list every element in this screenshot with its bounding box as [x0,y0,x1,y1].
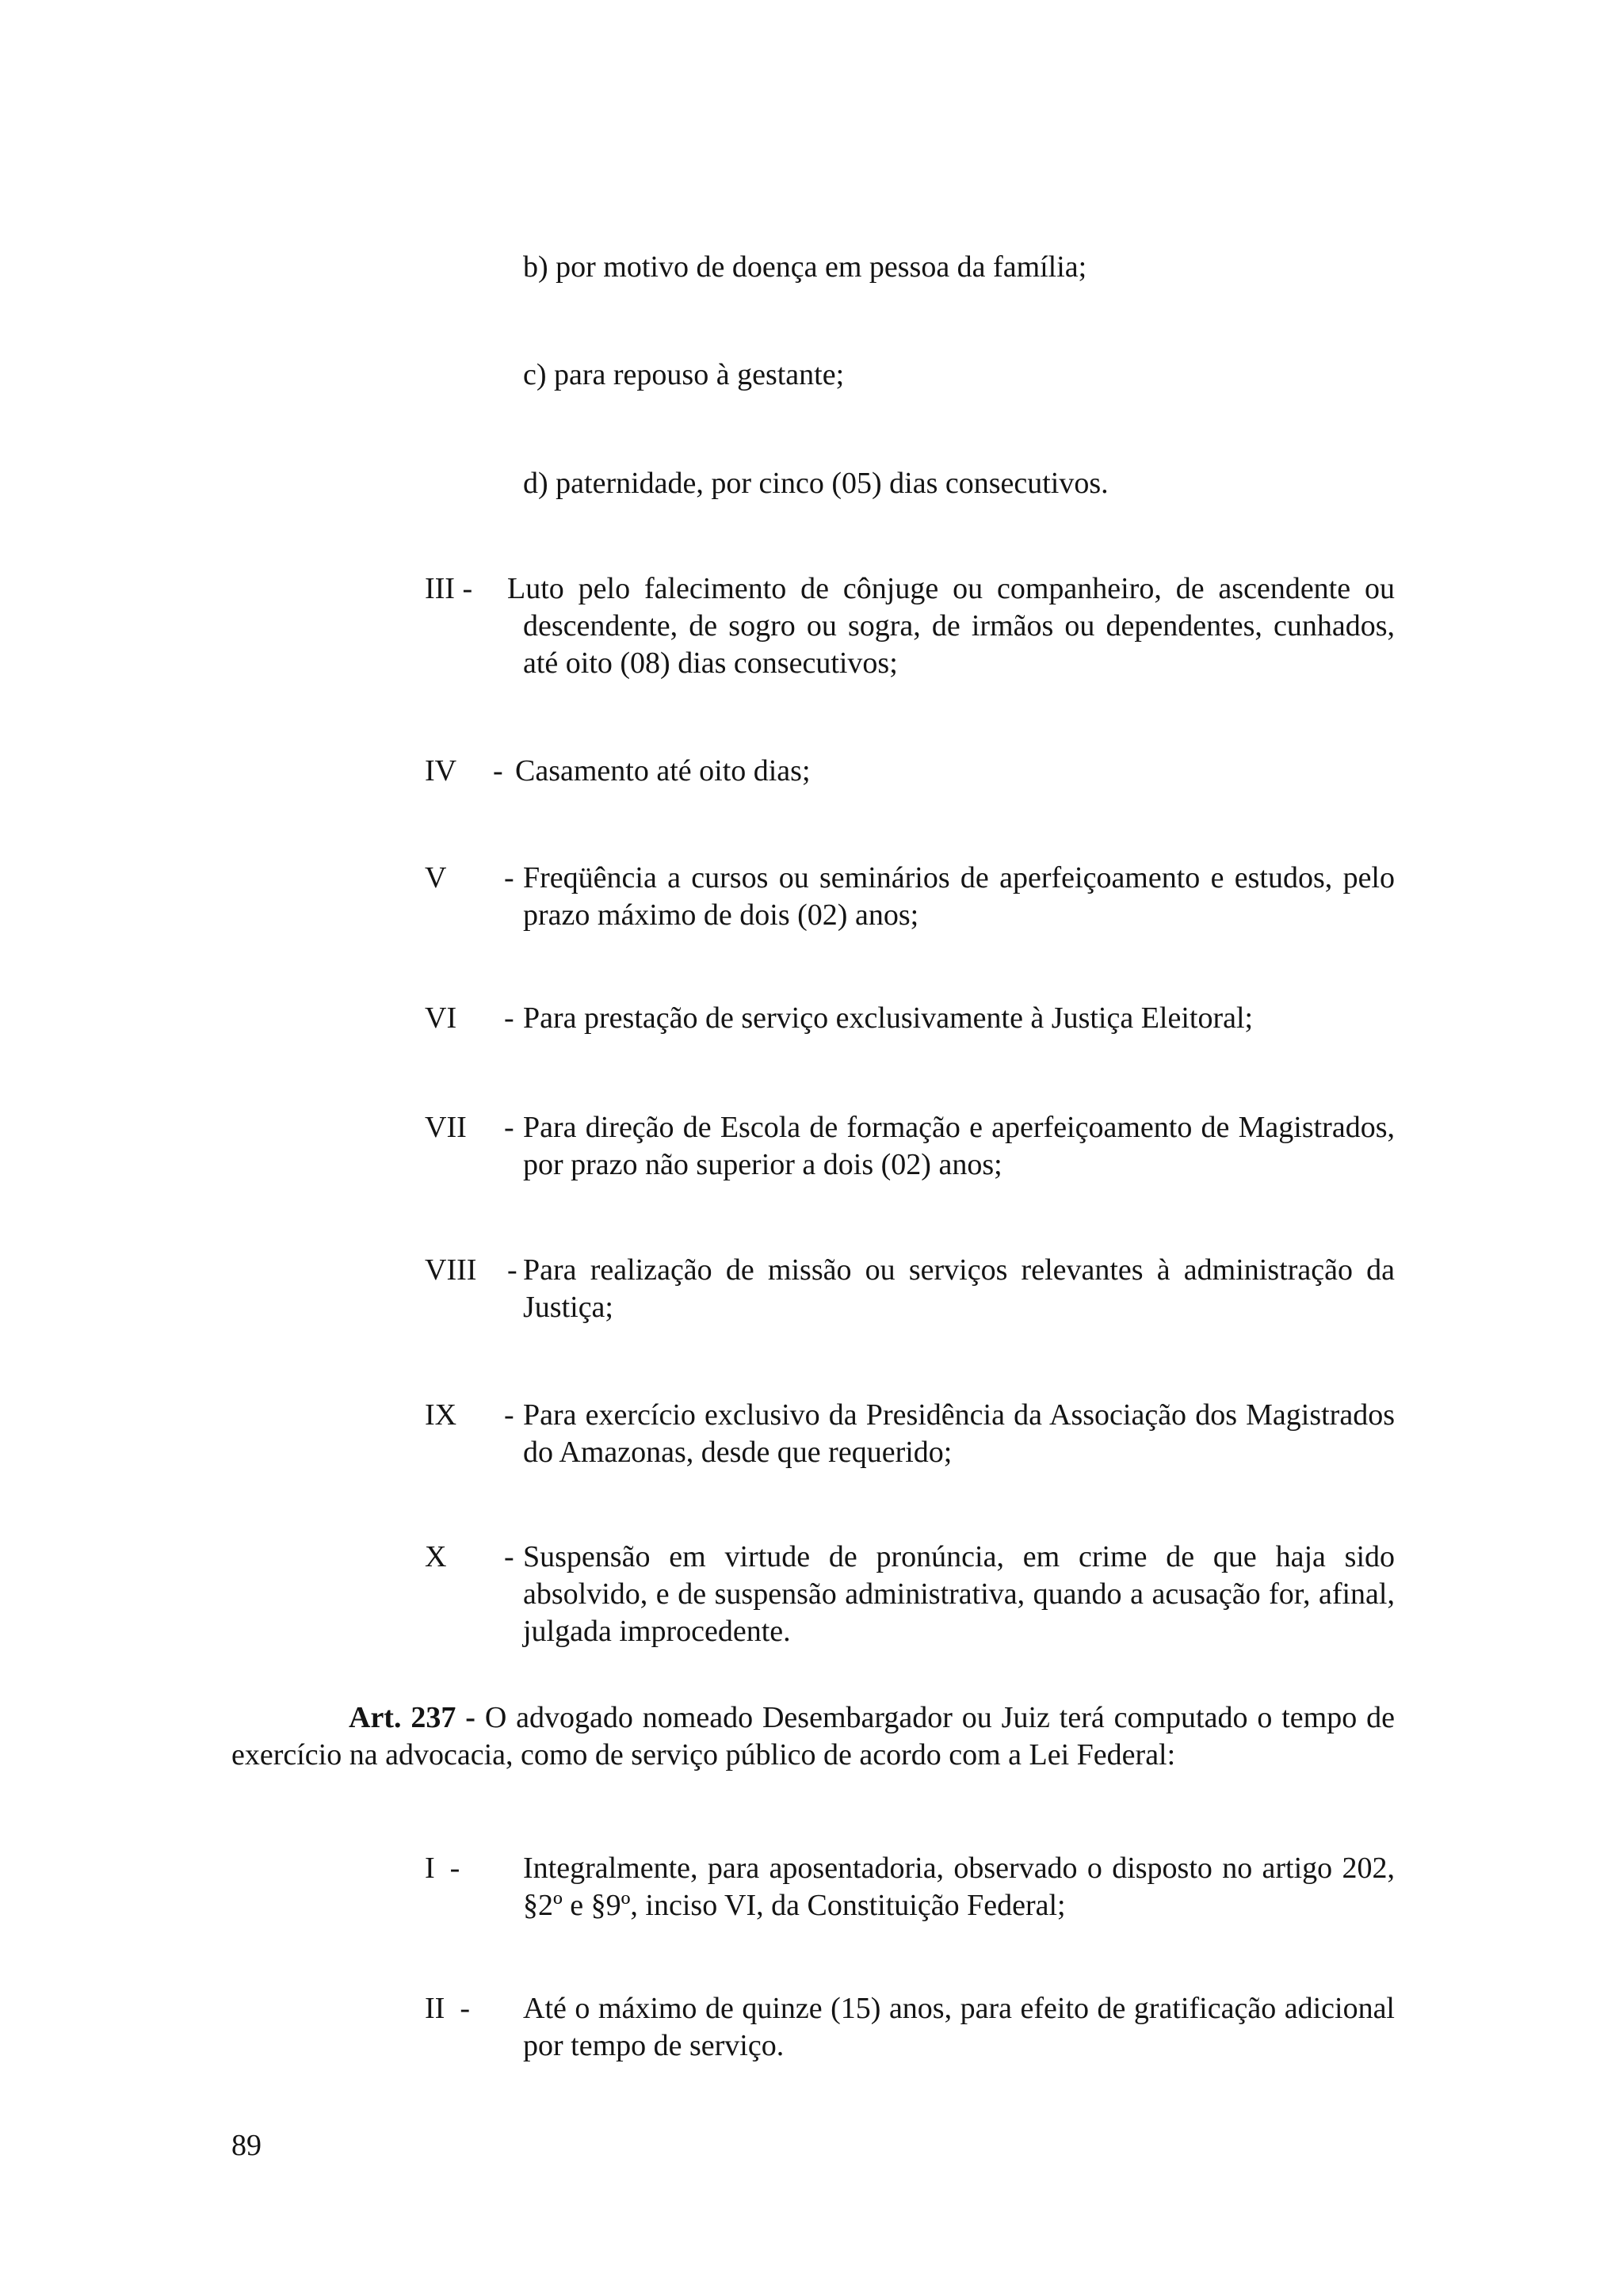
inciso-numeral-vi: VI [425,1001,457,1035]
inciso-dash-viii: - [507,1253,517,1287]
article-label: Art. 237 - [349,1701,475,1734]
article-inciso-numeral-i: I - [425,1852,460,1885]
inciso-numeral-iii: III - [425,572,473,605]
inciso-dash-vii: - [504,1111,514,1144]
inciso-text-vi: Para prestação de serviço exclusivamente à Justiça Eleitoral; [523,1001,1254,1035]
inciso-numeral-viii: VIII [425,1253,477,1287]
inciso-text-iv: Casamento até oito dias; [515,754,811,788]
inciso-text-v: Freqüência a cursos ou seminários de aperfeiçoamento e estudos, pelo prazo máximo de dois (02) anos; [523,861,1395,932]
inciso-text-iii: Luto pelo falecimento de cônjuge ou companheiro, de ascendente ou descendente, de sogro ou sogra, de irmãos ou dependentes, cunhados, até oito (08) dias consecutivos; [507,572,1395,680]
inciso-numeral-iv: IV [425,754,457,788]
inciso-dash-vi: - [504,1001,514,1035]
inciso-numeral-v: V [425,861,447,894]
inciso-numeral-x: X [425,1540,447,1573]
inciso-text-ix: Para exercício exclusivo da Presidência da Associação dos Magistrados do Amazonas, desde que requerido; [523,1398,1395,1469]
inciso-dash-ix: - [504,1398,514,1432]
sub-item-c: c) para repouso à gestante; [523,358,845,391]
article-237-paragraph [231,1699,1395,1774]
article-text: O advogado nomeado Desembargador ou Juiz terá computado o tempo de exercício na advocacia, como de serviço público de acordo com a Lei Federal: [231,1701,1395,1772]
inciso-text-vii: Para direção de Escola de formação e aperfeiçoamento de Magistrados, por prazo não superior a dois (02) anos; [523,1111,1395,1181]
article-inciso-text-i: Integralmente, para aposentadoria, observado o disposto no artigo 202, §2º e §9º, inciso VI, da Constituição Federal; [523,1852,1395,1922]
inciso-numeral-vii: VII [425,1111,467,1144]
article-inciso-numeral-ii: II - [425,1992,470,2025]
inciso-numeral-ix: IX [425,1398,457,1432]
inciso-dash-x: - [504,1540,514,1573]
inciso-dash-v: - [504,861,514,894]
inciso-text-x: Suspensão em virtude de pronúncia, em crime de que haja sido absolvido, e de suspensão administrativa, quando a acusação for, afinal, julgada improcedente. [523,1540,1395,1648]
article-inciso-text-ii: Até o máximo de quinze (15) anos, para efeito de gratificação adicional por tempo de serviço. [523,1992,1395,2062]
inciso-text-viii: Para realização de missão ou serviços relevantes à administração da Justiça; [523,1253,1395,1324]
page-number: 89 [231,2129,262,2162]
sub-item-b: b) por motivo de doença em pessoa da família; [523,250,1087,284]
inciso-dash-iv: - [493,754,503,788]
sub-item-d: d) paternidade, por cinco (05) dias consecutivos. [523,467,1109,500]
